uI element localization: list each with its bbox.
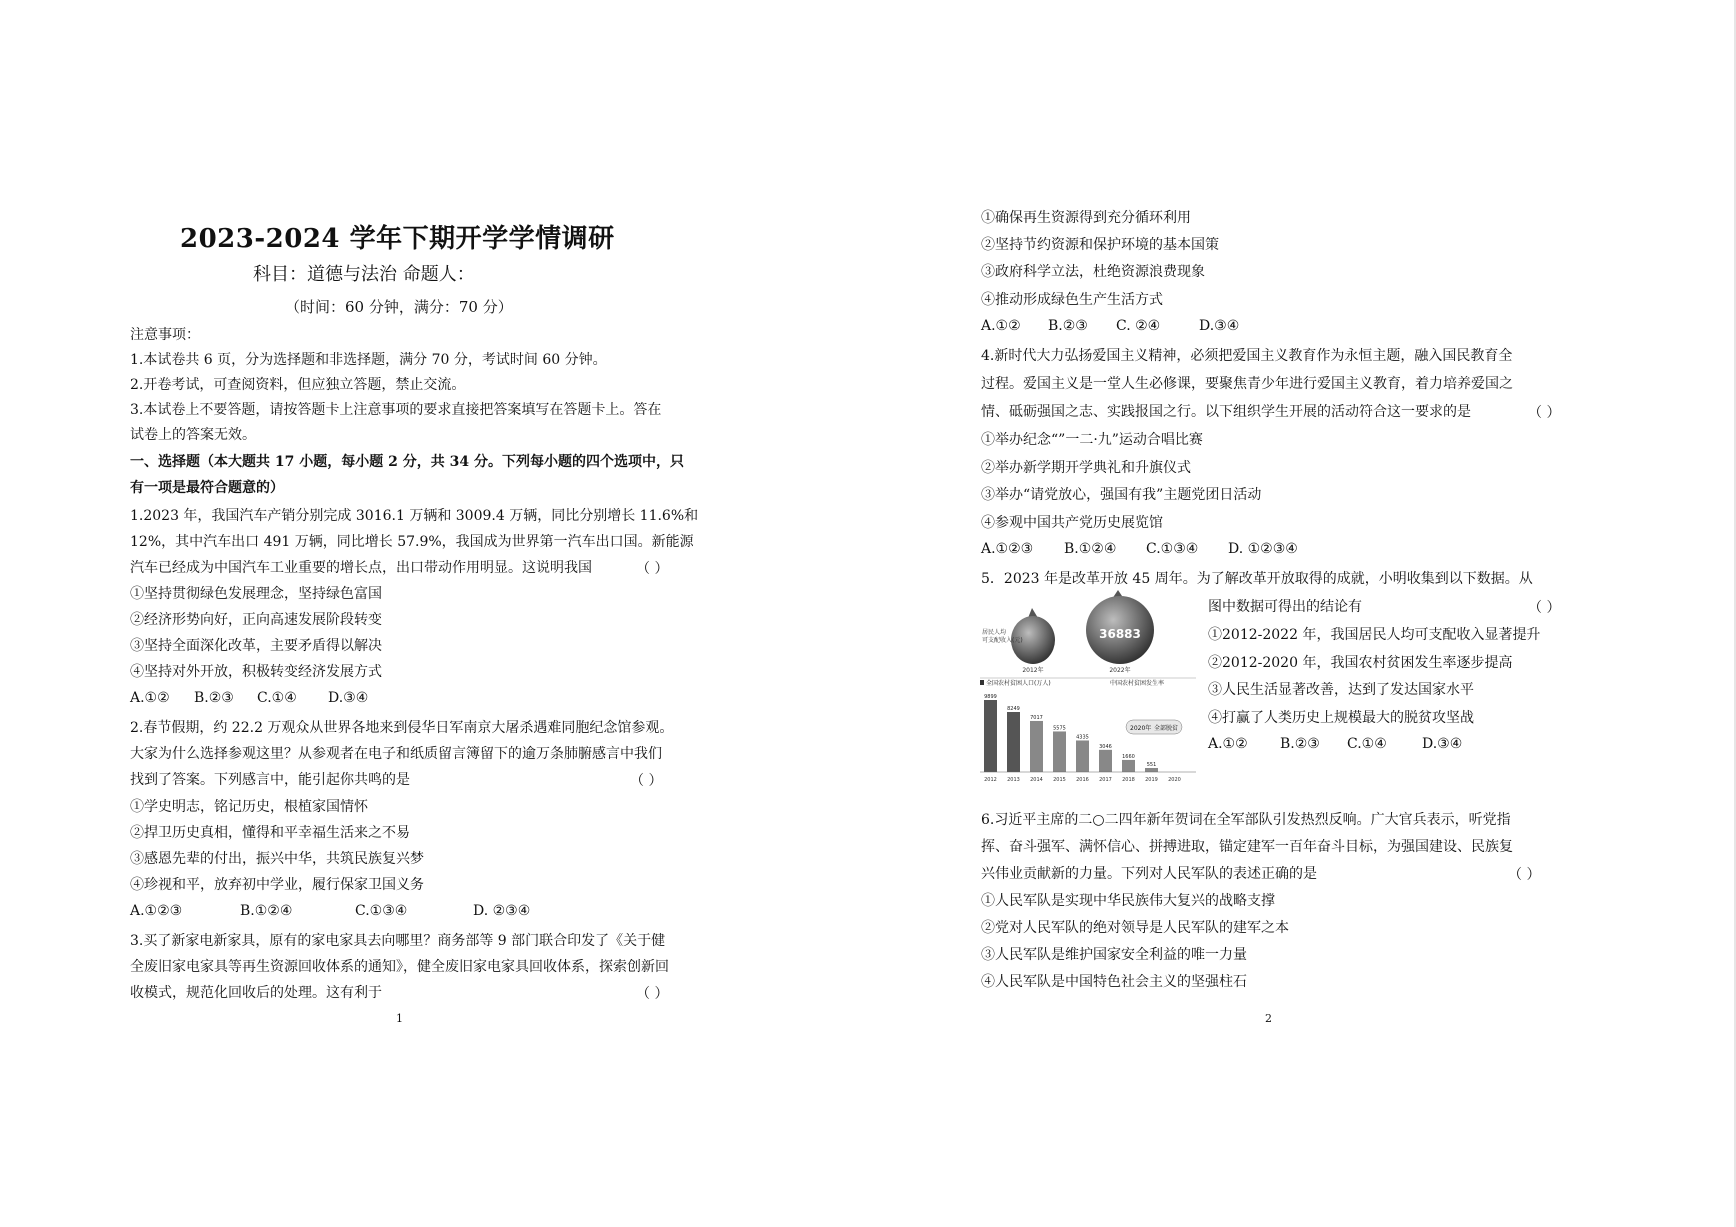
question-stem: 情、砥砺强国之志、实践报国之行。以下组织学生开展的活动符合这一要求的是 [981, 404, 1471, 420]
poverty-bar [984, 700, 997, 772]
question-stem: 图中数据可得出的结论有 [1208, 599, 1362, 615]
exam-title: 2023-2024 学年下期开学学情调研 [180, 224, 615, 254]
question-statement: ①确保再生资源得到充分循环利用 [981, 210, 1191, 226]
question-stem: 收模式，规范化回收后的处理。这有利于 [130, 985, 382, 1001]
poverty-bar-year: 2012 [984, 777, 997, 783]
answer-option: A.①② [1208, 736, 1248, 752]
question-statement: ③人民军队是维护国家安全利益的唯一力量 [981, 947, 1247, 963]
income-label-line2: 可支配收入(元) [982, 637, 1023, 644]
poverty-bar-label: 5575 [1053, 725, 1066, 732]
question-statement: ②经济形势向好，正向高速发展阶段转变 [130, 612, 382, 628]
answer-paren: （ ） [1508, 867, 1541, 883]
question-statement: ④坚持对外开放，积极转变经济发展方式 [130, 664, 382, 680]
question-stem: 2.春节假期，约 22.2 万观众从世界各地来到侵华日军南京大屠杀遇难同胞纪念馆参观。 [130, 720, 674, 736]
poverty-bar [1030, 721, 1043, 772]
poverty-bar-year: 2020 [1168, 777, 1181, 783]
question-statement: ②坚持节约资源和保护环境的基本国策 [981, 237, 1219, 253]
answer-option: D.③④ [328, 690, 369, 706]
question-statement: ③政府科学立法，杜绝资源浪费现象 [981, 264, 1205, 280]
page-number: 1 [396, 1012, 403, 1025]
poverty-bar [1099, 750, 1112, 772]
section-heading: 有一项是最符合题意的） [130, 480, 284, 496]
answer-paren: （ ） [636, 986, 669, 1002]
answer-option: D.③④ [1422, 736, 1463, 752]
poverty-bar-label: 1660 [1122, 753, 1135, 760]
answer-option: A.①②③ [130, 903, 183, 919]
poverty-bar-label: 7017 [1030, 714, 1043, 721]
answer-paren: （ ） [1528, 405, 1561, 421]
question-stem: 4.新时代大力弘扬爱国主义精神，必须把爱国主义教育作为永恒主题，融入国民教育全 [981, 348, 1513, 364]
poverty-bar [1122, 760, 1135, 772]
answer-paren: （ ） [630, 773, 663, 789]
answer-option: C.①③④ [355, 903, 408, 919]
question-statement: ④推动形成绿色生产生活方式 [981, 292, 1163, 308]
poverty-bar-year: 2014 [1030, 777, 1043, 783]
question-statement: ③人民生活显著改善，达到了发达国家水平 [1208, 682, 1474, 698]
question-statement: ③举办“请党放心，强国有我”主题党团日活动 [981, 487, 1262, 503]
answer-option: C.①④ [1347, 736, 1387, 752]
q5-infographic [980, 590, 1196, 785]
question-stem: 1.2023 年，我国汽车产销分别完成 3016.1 万辆和 3009.4 万辆，同比分别增长 11.6%和 [130, 508, 699, 524]
question-stem: 找到了答案。下列感言中，能引起你共鸣的是 [130, 772, 410, 788]
answer-option: B.①②④ [1064, 541, 1117, 557]
exam-time-info: （时间：60 分钟，满分：70 分） [285, 298, 513, 316]
poverty-bar-label: 4335 [1076, 734, 1089, 741]
income-label-line1: 居民人均 [982, 629, 1007, 636]
question-stem: 汽车已经成为中国汽车工业重要的增长点，出口带动作用明显。这说明我国 [130, 560, 592, 576]
answer-option: D. ②③④ [473, 903, 531, 919]
notice-item: 3.本试卷上不要答题，请按答题卡上注意事项的要求直接把答案填写在答题卡上。答在 [130, 402, 662, 418]
poverty-bar-label: 9899 [984, 694, 997, 700]
bar-title-marker-icon [980, 680, 984, 685]
poverty-bar-year: 2018 [1122, 777, 1135, 783]
question-statement: ④珍视和平，放弃初中学业，履行保家卫国义务 [130, 877, 424, 893]
answer-option: B.②③ [194, 690, 234, 706]
question-stem: 全废旧家电家具等再生资源回收体系的通知》，健全废旧家电家具回收体系，探索创新回 [130, 959, 669, 975]
poverty-bar-label: 8249 [1007, 706, 1020, 713]
question-statement: ①举办纪念“”一二·九”运动合唱比赛 [981, 432, 1203, 448]
answer-option: B.②③ [1280, 736, 1320, 752]
question-statement: ①坚持贯彻绿色发展理念，坚持绿色富国 [130, 586, 382, 602]
question-statement: ②举办新学期开学典礼和升旗仪式 [981, 460, 1191, 476]
question-statement: ④参观中国共产党历史展览馆 [981, 515, 1163, 531]
question-statement: ②2012-2020 年，我国农村贫困发生率逐步提高 [1208, 655, 1513, 671]
answer-option: C. ②④ [1116, 318, 1161, 334]
question-statement: ③感恩先辈的付出，振兴中华，共筑民族复兴梦 [130, 851, 424, 867]
poverty-bar-year: 2016 [1076, 777, 1089, 783]
answer-option: C.①④ [257, 690, 297, 706]
answer-option: A.①② [130, 690, 170, 706]
question-stem: 3.买了新家电新家具，原有的家电家具去向哪里？商务部等 9 部门联合印发了《关于健 [130, 933, 666, 949]
section-heading: 一、选择题（本大题共 17 小题，每小题 2 分，共 34 分。下列每小题的四个选项中，只 [130, 454, 684, 470]
question-stem: 大家为什么选择参观这里？从参观者在电子和纸质留言簿留下的逾万条肺腑感言中我们 [130, 746, 662, 762]
question-statement: ③坚持全面深化改革，主要矛盾得以解决 [130, 638, 382, 654]
notice-item: 试卷上的答案无效。 [130, 427, 256, 443]
notice-item: 1.本试卷共 6 页，分为选择题和非选择题，满分 70 分，考试时间 60 分钟。 [130, 352, 607, 368]
answer-option: B.①②④ [240, 903, 293, 919]
question-statement: ②捍卫历史真相，懂得和平幸福生活来之不易 [130, 825, 410, 841]
answer-option: D.③④ [1199, 318, 1240, 334]
answer-option: A.①② [981, 318, 1021, 334]
question-statement: ①学史明志，铭记历史，根植家国情怀 [130, 799, 368, 815]
poverty-bar-label: 3046 [1099, 743, 1112, 750]
poverty-bars [980, 694, 1196, 783]
answer-option: A.①②③ [981, 541, 1034, 557]
q5-infographic-svg [980, 590, 1196, 785]
answer-option: D. ①②③④ [1228, 541, 1298, 557]
question-stem: 5．2023 年是改革开放 45 周年。为了解改革开放取得的成就，小明收集到以下数据。从 [981, 571, 1533, 587]
exam-subject: 科目：道德与法治 命题人： [253, 264, 475, 285]
question-stem: 过程。爱国主义是一堂人生必修课，要聚焦青少年进行爱国主义教育，着力培养爱国之 [981, 376, 1513, 392]
exam-page-2 [868, 0, 1736, 1227]
question-statement: ④人民军队是中国特色社会主义的坚强柱石 [981, 974, 1247, 990]
answer-paren: （ ） [636, 561, 669, 577]
poverty-bar-year: 2013 [1007, 777, 1020, 783]
question-stem: 6.习近平主席的二○二四年新年贺词在全军部队引发热烈反响。广大官兵表示，听党指 [981, 812, 1511, 828]
money-bag-2012-icon [1011, 608, 1055, 664]
poverty-bar [1145, 768, 1158, 772]
poverty-bar [1053, 731, 1066, 772]
poverty-bar-label: 551 [1146, 761, 1157, 768]
notice-heading: 注意事项： [130, 327, 200, 343]
question-statement: ②党对人民军队的绝对领导是人民军队的建军之本 [981, 920, 1289, 936]
poverty-bar [1007, 712, 1020, 772]
question-statement: ④打赢了人类历史上规模最大的脱贫攻坚战 [1208, 710, 1474, 726]
answer-option: B.②③ [1048, 318, 1088, 334]
poverty-bar [1076, 740, 1089, 772]
rate-chart-title: 中国农村贫困发生率 [1110, 680, 1165, 687]
question-statement: ①人民军队是实现中华民族伟大复兴的战略支撑 [981, 893, 1275, 909]
notice-item: 2.开卷考试，可查阅资料，但应独立答题，禁止交流。 [130, 377, 466, 393]
badge-text: 全部脱贫 [1154, 725, 1179, 732]
income-value-2022: 36883 [1099, 627, 1141, 641]
answer-option: C.①③④ [1146, 541, 1199, 557]
poverty-bar-year: 2015 [1053, 777, 1066, 783]
poverty-bar-year: 2019 [1145, 777, 1158, 783]
year-label-2022: 2022年 [1109, 667, 1131, 674]
year-label-2012: 2012年 [1022, 667, 1044, 674]
question-stem: 12%，其中汽车出口 491 万辆，同比增长 57.9%，我国成为世界第一汽车出口国。新能源 [130, 534, 694, 550]
answer-paren: （ ） [1528, 600, 1561, 616]
question-stem: 兴伟业贡献新的力量。下列对人民军队的表述正确的是 [981, 866, 1317, 882]
poverty-bar-year: 2017 [1099, 777, 1112, 783]
question-stem: 挥、奋斗强军、满怀信心、拼搏进取，锚定建军一百年奋斗目标，为强国建设、民族复 [981, 839, 1513, 855]
page-number: 2 [1265, 1012, 1272, 1025]
badge-year: 2020年 [1130, 725, 1152, 732]
question-statement: ①2012-2022 年，我国居民人均可支配收入显著提升 [1208, 627, 1541, 643]
bar-chart-title: 全国农村贫困人口(万人) [986, 680, 1051, 687]
